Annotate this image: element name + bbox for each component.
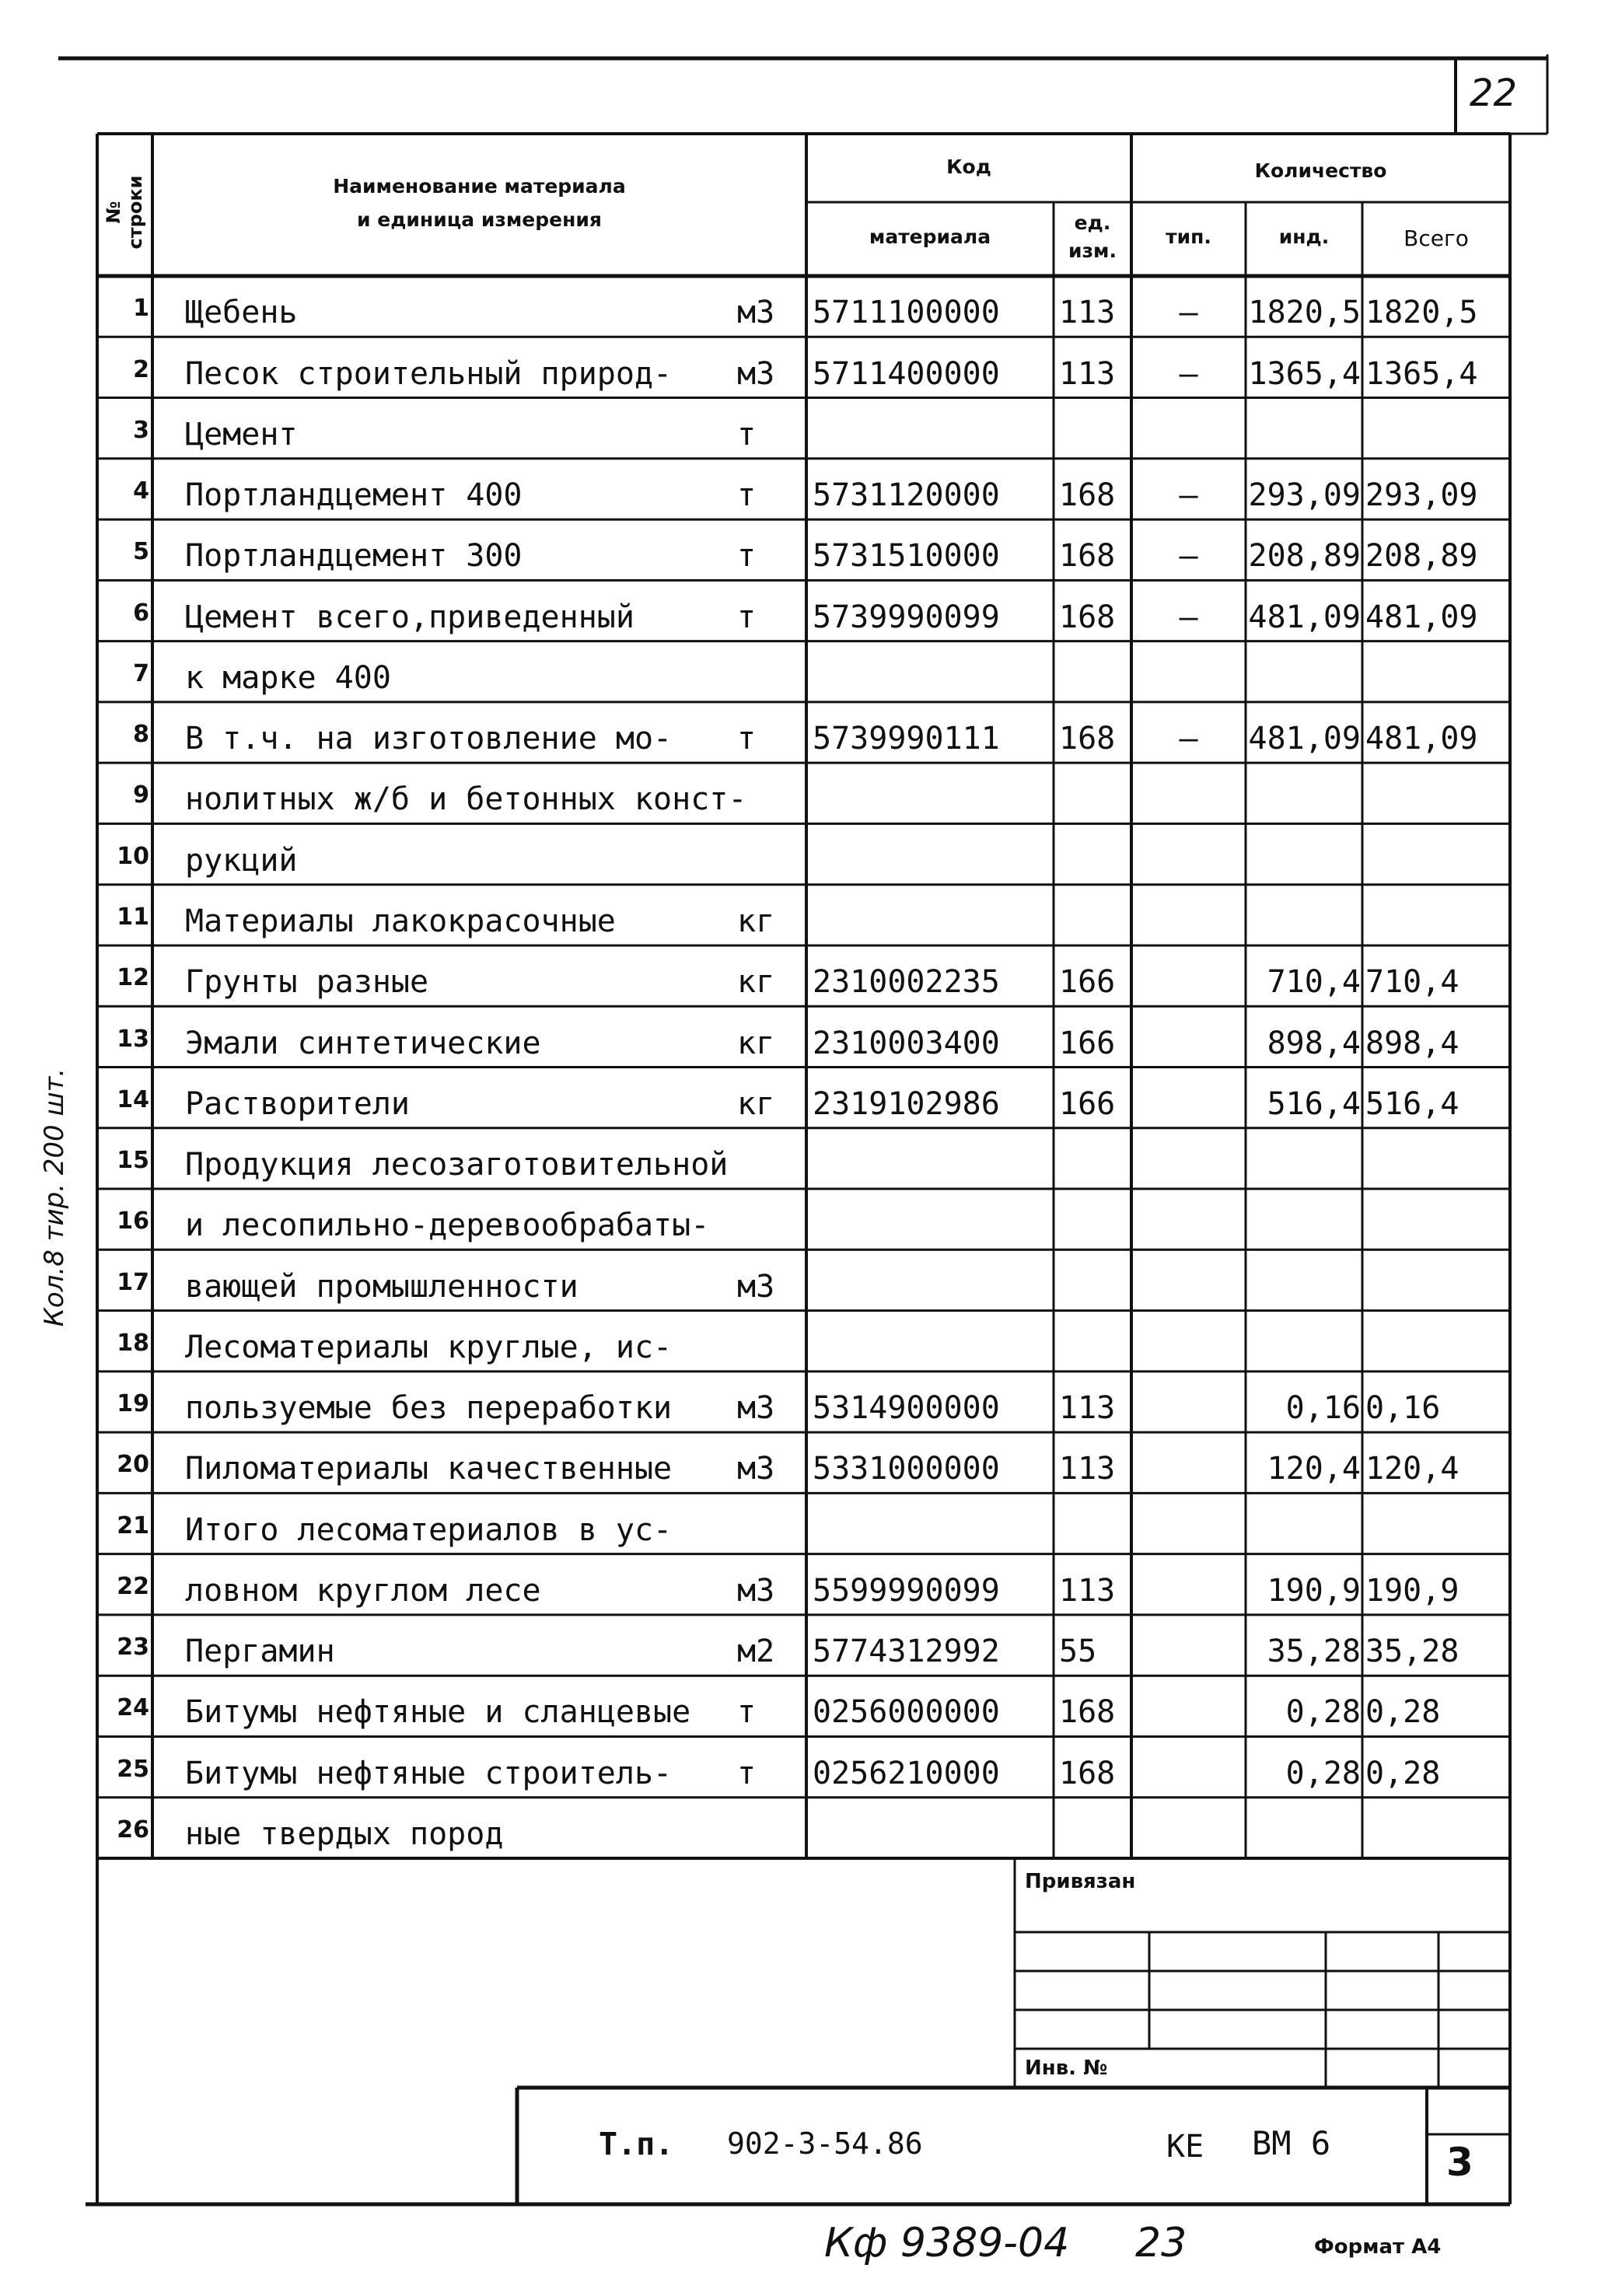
qty-total: 35,28	[1365, 1634, 1459, 1670]
row-number: 20	[117, 1451, 149, 1479]
material-name: Щебень	[185, 295, 298, 331]
qty-total: 293,09	[1365, 477, 1478, 514]
material-name: В т.ч. на изготовление мо-	[185, 721, 673, 757]
qty-total: 120,4	[1365, 1451, 1459, 1487]
material-name: и лесопильно-деревообрабаты-	[185, 1207, 710, 1244]
material-name: Битумы нефтяные и сланцевые	[185, 1694, 691, 1731]
unit-code: 168	[1059, 477, 1116, 514]
qty-total: 481,09	[1365, 721, 1478, 757]
row-number: 2	[133, 355, 149, 383]
qty-total: 1820,5	[1365, 295, 1478, 331]
qty-total: 481,09	[1365, 599, 1478, 635]
material-name: нолитных ж/б и бетонных конст-	[185, 781, 747, 818]
row-number: 16	[117, 1207, 149, 1235]
material-name: Растворители	[185, 1085, 410, 1122]
unit-code: 168	[1059, 1694, 1116, 1731]
qty-total: 190,9	[1365, 1572, 1459, 1609]
material-name: Эмали синтетические	[185, 1025, 541, 1061]
qty-ind: 35,28	[1267, 1634, 1361, 1670]
qty-typ: –	[1179, 721, 1198, 757]
material-unit: кг	[737, 1025, 775, 1061]
stamp-project-code: 902-3-54.86	[727, 2127, 923, 2161]
qty-ind: 1365,4	[1248, 355, 1361, 392]
unit-code: 113	[1059, 295, 1116, 331]
material-name: ловном круглом лесе	[185, 1572, 541, 1609]
unit-code: 168	[1059, 538, 1116, 575]
material-unit: м3	[737, 1268, 775, 1305]
unit-code: 113	[1059, 355, 1116, 392]
qty-ind: 0,28	[1285, 1694, 1361, 1731]
row-number: 3	[133, 416, 149, 444]
material-name: Портландцемент 400	[185, 477, 523, 514]
material-code: 5731120000	[813, 477, 1000, 514]
material-name: Портландцемент 300	[185, 538, 523, 575]
row-number: 7	[133, 659, 149, 687]
material-name: рукций	[185, 842, 298, 879]
row-number: 11	[117, 903, 149, 931]
footer-number: 23	[1135, 2220, 1187, 2266]
material-name: Продукция лесозаготовительной	[185, 1147, 729, 1183]
material-name: Цемент всего,приведенный	[185, 599, 634, 635]
material-unit: кг	[737, 964, 775, 1001]
qty-ind: 120,4	[1267, 1451, 1361, 1487]
material-unit: т	[737, 1755, 757, 1791]
unit-code: 113	[1059, 1451, 1116, 1487]
page-number: 22	[1470, 72, 1518, 115]
material-name: ные твердых пород	[185, 1816, 504, 1852]
qty-ind: 0,16	[1285, 1390, 1361, 1427]
material-name: Грунты разные	[185, 964, 429, 1001]
material-code: 5731510000	[813, 538, 1000, 575]
material-unit: т	[737, 721, 757, 757]
qty-ind: 208,89	[1248, 538, 1361, 575]
qty-ind: 1820,5	[1248, 295, 1361, 331]
header-ind: инд.	[1278, 225, 1330, 248]
material-unit: т	[737, 538, 757, 575]
row-number: 14	[117, 1085, 149, 1113]
stamp-sheet-number: 3	[1446, 2140, 1473, 2185]
material-unit: м3	[737, 1572, 775, 1609]
row-number: 25	[117, 1755, 149, 1783]
row-number: 19	[117, 1390, 149, 1418]
unit-code: 113	[1059, 1390, 1116, 1427]
material-unit: м3	[737, 1451, 775, 1487]
material-code: 2310002235	[813, 964, 1000, 1001]
material-code: 5314900000	[813, 1390, 1000, 1427]
row-number: 18	[117, 1329, 149, 1357]
material-name: Пиломатериалы качественные	[185, 1451, 673, 1487]
material-name: Лесоматериалы круглые, ис-	[185, 1329, 673, 1365]
row-number: 15	[117, 1147, 149, 1175]
unit-code: 166	[1059, 1085, 1116, 1122]
stamp-project-label: Т.п.	[599, 2127, 674, 2162]
qty-total: 0,28	[1365, 1694, 1441, 1731]
footer-format: Формат А4	[1314, 2235, 1442, 2259]
material-name: Битумы нефтяные строитель-	[185, 1755, 673, 1791]
stamp-bound-label: Привязан	[1025, 1870, 1136, 1893]
material-name: вающей промышленности	[185, 1268, 579, 1305]
material-code: 5739990111	[813, 721, 1000, 757]
qty-typ: –	[1179, 599, 1198, 635]
qty-ind: 293,09	[1248, 477, 1361, 514]
row-number: 26	[117, 1816, 149, 1843]
row-number: 4	[133, 477, 149, 505]
row-number: 9	[133, 781, 149, 809]
header-quantity: Количество	[1254, 159, 1387, 182]
material-name: к марке 400	[185, 659, 391, 696]
material-name: Материалы лакокрасочные	[185, 903, 616, 939]
row-number: 13	[117, 1025, 149, 1053]
material-unit: кг	[737, 903, 775, 939]
qty-total: 1365,4	[1365, 355, 1478, 392]
material-code: 5711400000	[813, 355, 1000, 392]
material-code: 5739990099	[813, 599, 1000, 635]
row-number: 22	[117, 1572, 149, 1600]
unit-code: 168	[1059, 1755, 1116, 1791]
row-number: 1	[133, 295, 149, 323]
material-unit: м3	[737, 1390, 775, 1427]
material-name: Цемент	[185, 416, 298, 453]
stamp-inventory-label: Инв. №	[1025, 2057, 1108, 2080]
material-name: Пергамин	[185, 1634, 335, 1670]
qty-ind: 516,4	[1267, 1085, 1361, 1122]
row-number: 21	[117, 1511, 149, 1539]
material-code: 0256000000	[813, 1694, 1000, 1731]
unit-code: 168	[1059, 599, 1116, 635]
header-total: Всего	[1404, 225, 1469, 251]
qty-ind: 0,28	[1285, 1755, 1361, 1791]
unit-code: 55	[1059, 1634, 1097, 1670]
row-number: 17	[117, 1268, 149, 1296]
material-code: 2319102986	[813, 1085, 1000, 1122]
material-name: пользуемые без переработки	[185, 1390, 673, 1427]
row-number: 6	[133, 599, 149, 627]
material-unit: т	[737, 477, 757, 514]
material-unit: м2	[737, 1634, 775, 1670]
header-code: Код	[946, 156, 991, 178]
qty-total: 0,16	[1365, 1390, 1441, 1427]
qty-ind: 481,09	[1248, 721, 1361, 757]
qty-ind: 481,09	[1248, 599, 1361, 635]
material-unit: кг	[737, 1085, 775, 1122]
header-material: материала	[869, 225, 991, 248]
material-code: 5711100000	[813, 295, 1000, 331]
qty-total: 710,4	[1365, 964, 1459, 1001]
row-number: 23	[117, 1634, 149, 1662]
row-number: 10	[117, 842, 149, 870]
qty-ind: 710,4	[1267, 964, 1361, 1001]
unit-code: 166	[1059, 1025, 1116, 1061]
unit-code: 166	[1059, 964, 1116, 1001]
qty-ind: 898,4	[1267, 1025, 1361, 1061]
row-number: 12	[117, 964, 149, 992]
unit-code: 113	[1059, 1572, 1116, 1609]
stamp-sheet-ref: ВМ 6	[1252, 2124, 1331, 2162]
header-unit-line1: ед.	[1074, 211, 1111, 234]
header-name-line1: Наименование материала	[333, 175, 626, 197]
material-unit: т	[737, 416, 757, 453]
material-code: 5774312992	[813, 1634, 1000, 1670]
footer-handwritten-code: Кф 9389-04	[824, 2220, 1070, 2266]
row-number: 8	[133, 721, 149, 749]
material-name: Песок строительный природ-	[185, 355, 673, 392]
material-unit: м3	[737, 355, 775, 392]
material-code: 2310003400	[813, 1025, 1000, 1061]
header-name-line2: и единица измерения	[357, 208, 602, 231]
qty-ind: 190,9	[1267, 1572, 1361, 1609]
material-code: 0256210000	[813, 1755, 1000, 1791]
qty-total: 0,28	[1365, 1755, 1441, 1791]
qty-typ: –	[1179, 538, 1198, 575]
stamp-section: КЕ	[1166, 2129, 1204, 2165]
qty-total: 516,4	[1365, 1085, 1459, 1122]
material-unit: м3	[737, 295, 775, 331]
qty-typ: –	[1179, 295, 1198, 331]
header-unit-line2: изм.	[1068, 239, 1117, 262]
row-number: 5	[133, 538, 149, 566]
qty-typ: –	[1179, 355, 1198, 392]
material-name: Итого лесоматериалов в ус-	[185, 1511, 673, 1548]
material-code: 5599990099	[813, 1572, 1000, 1609]
unit-code: 168	[1059, 721, 1116, 757]
material-unit: т	[737, 1694, 757, 1731]
qty-typ: –	[1179, 477, 1198, 514]
material-unit: т	[737, 599, 757, 635]
qty-total: 208,89	[1365, 538, 1478, 575]
margin-print-note: Кол.8 тир. 200 шт.	[39, 1068, 70, 1327]
header-row-number: № строки	[103, 175, 146, 250]
header-typ: тип.	[1166, 225, 1211, 248]
qty-total: 898,4	[1365, 1025, 1459, 1061]
row-number: 24	[117, 1694, 149, 1722]
material-code: 5331000000	[813, 1451, 1000, 1487]
